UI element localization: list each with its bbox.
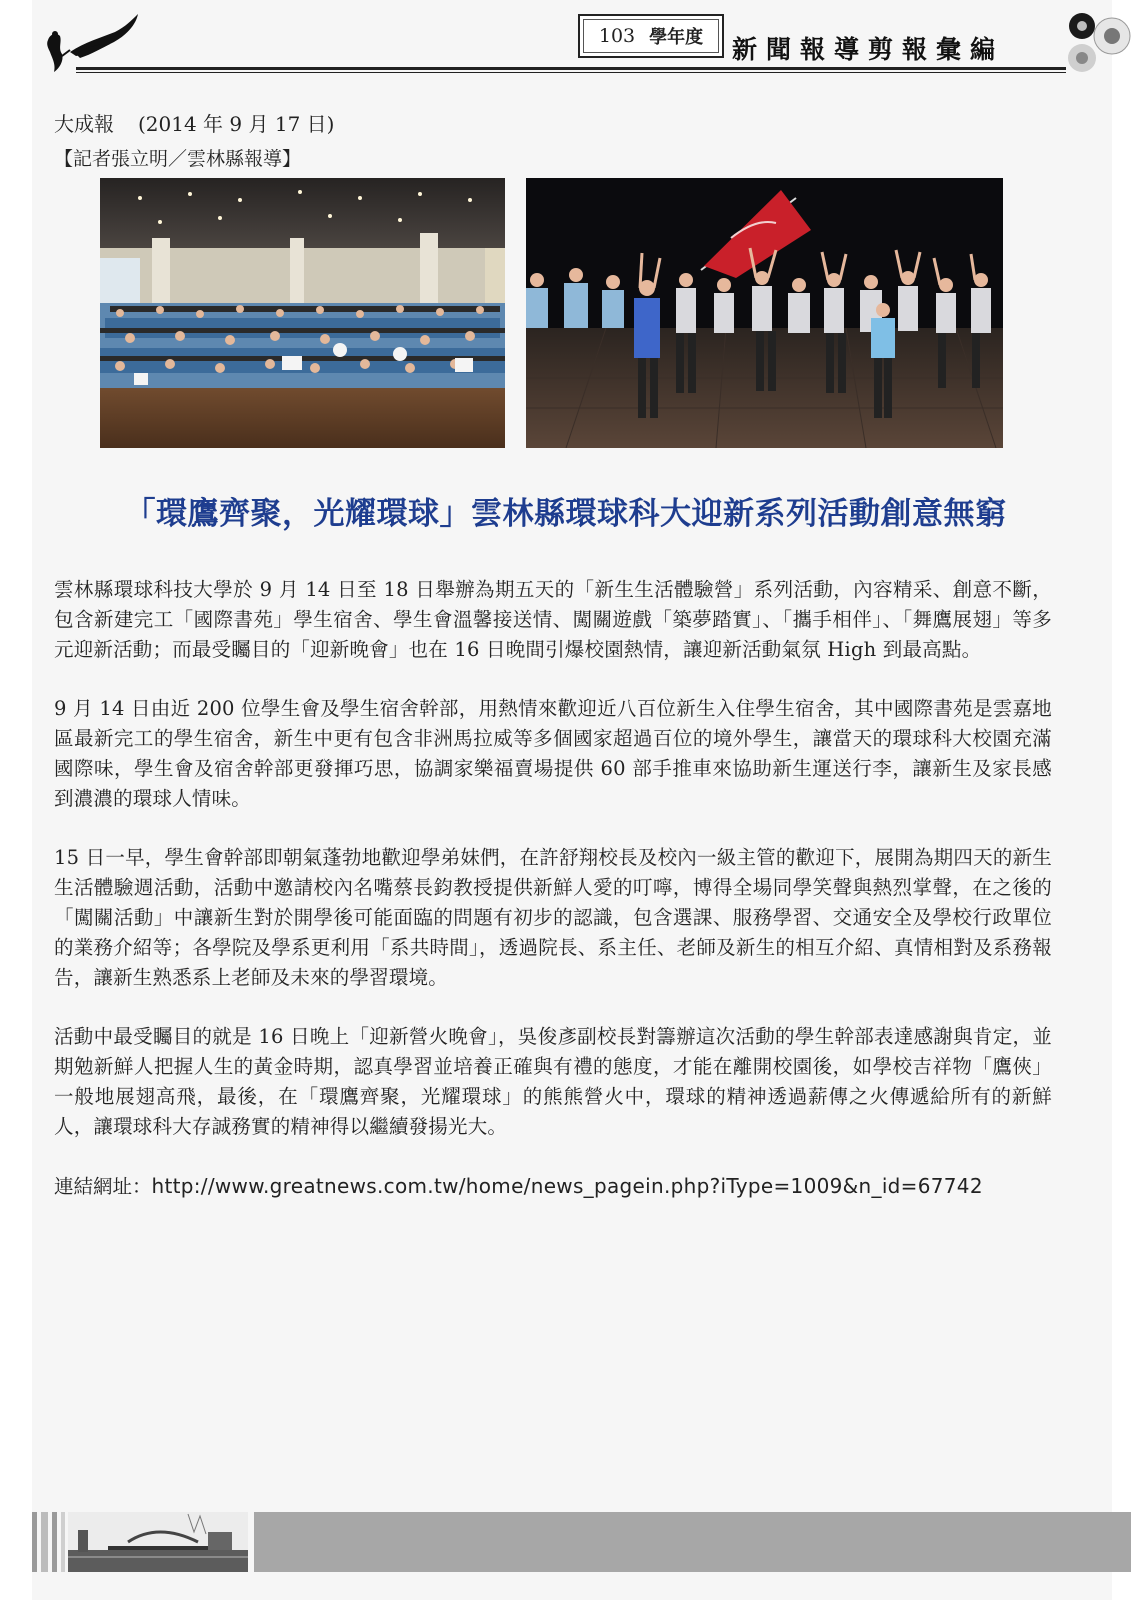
source-line [54,108,334,137]
article-paragraph-4: 活動中最受矚目的就是 16 日晚上「迎新營火晚會」，吳俊彥副校長對籌辦這次活動的學生幹部表達感謝與肯定，並期勉新鮮人把握人生的黃金時期，認真學習並培養正確與有禮的態度，才能在離開校園後，如學校吉祥物「鷹俠」一般地展翅高飛，最後，在「環鷹齊聚，光耀環球」的熊熊營火中，環球的精神透過薪傳之火傳遞給所有的新鮮人，讓環球科大存誠務實的精神得以繼續發揚光大。 [54,1025,1052,1138]
header-rule [76,67,1066,70]
footer-stripes-icon [32,1512,68,1572]
photo-group-indoor [100,178,505,448]
publish-date: (2014 年 9 月 17 日) [138,112,335,136]
header-rule-thin [76,72,1066,73]
page-header [0,0,1131,90]
article-paragraph-2: 9 月 14 日由近 200 位學生會及學生宿舍幹部，用熱情來歡迎近八百位新生入住學生宿舍，其中國際書苑是雲嘉地區最新完工的學生宿舍，新生中更有包含非洲馬拉威等多個國家超過百位的境外學生，讓當天的環球科大校園充滿國際味，學生會及宿舍幹部更發揮巧思，協調家樂福賣場提供 60 部手推車來協助新生運送行李，讓新生及家長感到濃濃的環球人情味。 [54,697,1052,810]
year-label: 學年度 [649,27,704,48]
article-body [54,575,1052,1199]
article-headline: 「環鷹齊聚，光耀環球」雲林縣環球科大迎新系列活動創意無窮 [124,496,1007,532]
article-paragraph-3: 15 日一早，學生會幹部即朝氣蓬勃地歡迎學弟妹們，在許舒翔校長及校內一級主管的歡迎下，展開為期四天的新生生活體驗週活動，活動中邀請校內名嘴蔡長鈞教授提供新鮮人愛的叮嚀，博得全場同學笑聲與熱烈掌聲，在之後的「闖關活動」中讓新生對於開學後可能面臨的問題有初步的認識，包含選課、服務學習、交通安全及學校行政單位的業務介紹等；各學院及學系更利用「系共時間」，透過院長、系主任、老師及新生的相互介紹、真情相對及系務報告，讓新生熟悉系上老師及未來的學習環境。 [54,846,1052,989]
source-link-line [54,1171,1052,1199]
header-circles-icon [1068,10,1131,75]
reporter-line: 【記者張立明／雲林縣報導】 [54,148,302,170]
source-name: 大成報 [54,112,114,136]
header-title: 新聞報導剪報彙編 [732,35,1005,64]
source-link[interactable]: http://www.greatnews.com.tw/home/news_pagein.php?iType=1009&n_id=67742 [151,1174,983,1198]
footer-bar [254,1512,1131,1572]
footer-campus-photo [68,1512,248,1572]
link-label: 連結網址： [54,1175,152,1198]
page-footer [32,1512,1131,1572]
year-box [578,14,724,58]
photo-night-party [526,178,1003,448]
eagle-logo-icon [40,10,145,75]
article-paragraph-1: 雲林縣環球科技大學於 9 月 14 日至 18 日舉辦為期五天的「新生生活體驗營」系列活動，內容精采、創意不斷，包含新建完工「國際書苑」學生宿舍、學生會溫馨接送情、闖關遊戲「築夢踏實」、「攜手相伴」、「舞鷹展翅」等多元迎新活動；而最受矚目的「迎新晚會」也在 16 日晚間引爆校園熱情，讓迎新活動氣氛 High 到最高點。 [54,578,1052,661]
year-number: 103 [598,25,636,47]
